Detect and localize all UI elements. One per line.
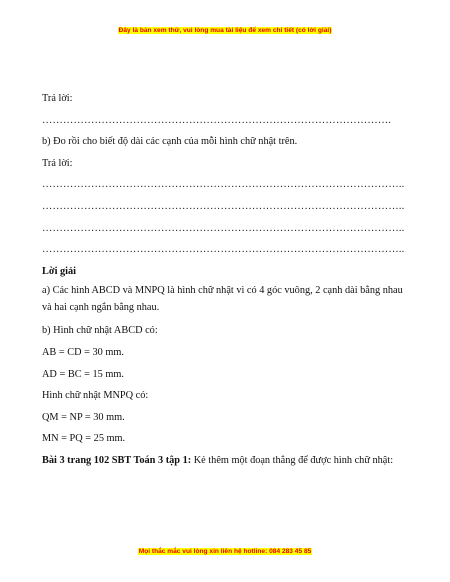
answer-dotted-line: ………………………………………………………………………………………….. [42, 222, 405, 234]
answer-dotted-line: ………………………………………………………………………………………….. [42, 200, 405, 212]
header-banner [0, 26, 450, 35]
document-body [42, 88, 412, 472]
exercise-title: Bài 3 trang 102 SBT Toán 3 tập 1: [42, 454, 192, 466]
answer-dotted-line: ………………………………………………………………………………………….. [42, 179, 405, 191]
measurement-line: MN = PQ = 25 mm. [42, 433, 126, 445]
solution-heading: Lời giải [42, 265, 77, 277]
rectangle-mnpq-intro: Hình chữ nhật MNPQ có: [42, 390, 149, 402]
answer-dotted-line: ………………………………………………………………………………………….. [42, 244, 405, 256]
measurement-line: AB = CD = 30 mm. [42, 346, 124, 358]
answer-label: Trả lời: [42, 93, 73, 104]
footer-banner [0, 547, 450, 556]
next-exercise [42, 450, 412, 472]
exercise-prompt: Kẻ thêm một đoạn thẳng để được hình chữ nhật: [191, 454, 394, 466]
answer-dotted-line: ………………………………………………………………………………………. [42, 114, 392, 126]
measurement-line: QM = NP = 30 mm. [42, 411, 125, 423]
solution-b-intro: b) Hình chữ nhật ABCD có: [42, 325, 158, 337]
footer-banner-text: Mọi thắc mắc vui lòng xin liên hệ hotline: 084 283 45 85 [138, 548, 312, 555]
answer-label: Trả lời: [42, 157, 73, 169]
question-b: b) Đo rồi cho biết độ dài các cạnh của mỗi hình chữ nhật trên. [42, 136, 298, 148]
header-banner-text: Đây là bản xem thử, vui lòng mua tài liệu để xem chi tiết (có lời giải) [118, 27, 332, 34]
measurement-line: AD = BC = 15 mm. [42, 368, 124, 380]
solution-a: a) Các hình ABCD và MNPQ là hình chữ nhật vì có 4 góc vuông, 2 cạnh dài bằng nhau và hai cạnh ngắn bằng nhau. [42, 285, 403, 314]
